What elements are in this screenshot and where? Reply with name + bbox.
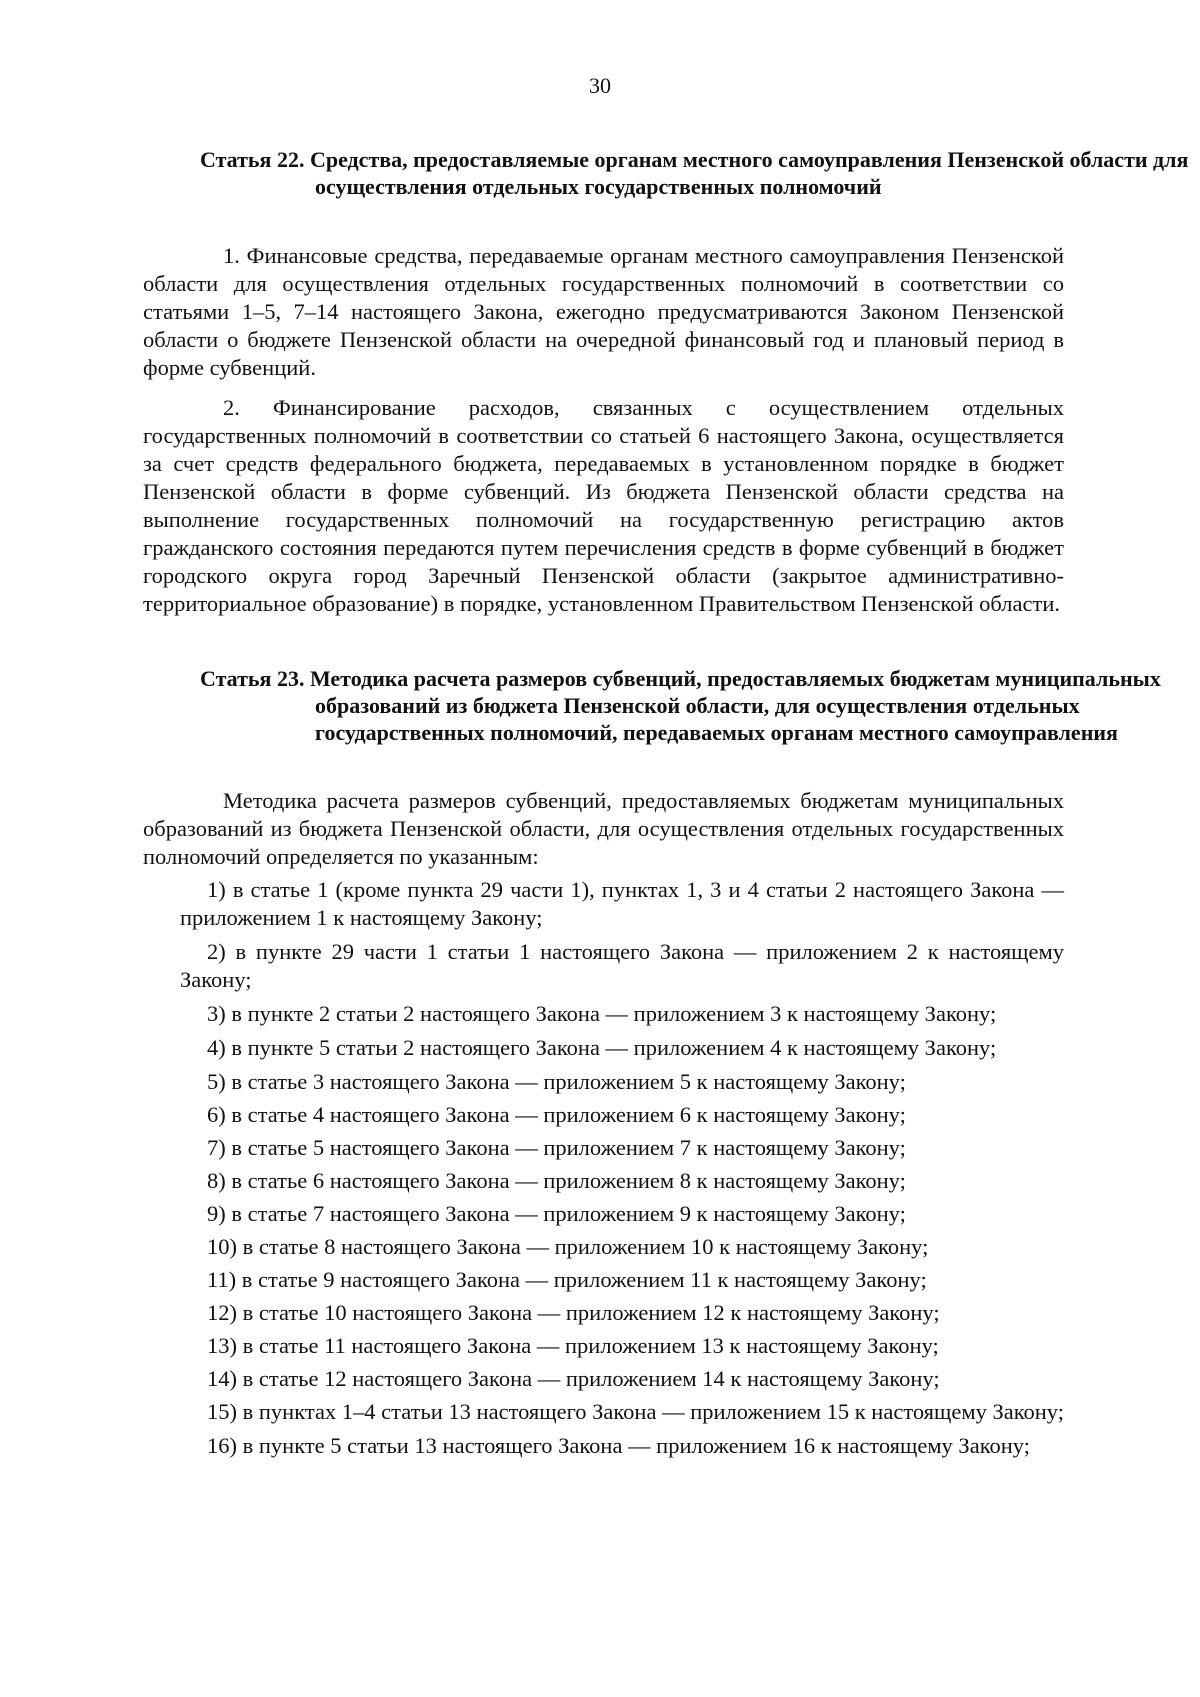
list-item: 14) в статье 12 настоящего Закона — приложением 14 к настоящему Закону; [207,1366,940,1391]
article-23-heading: Статья 23. Методика расчета размеров субвенций, предоставляемых бюджетам муниципальных образований из бюджета Пензенской области, для осуществления отдельных государственных полномочий, передаваемых органам местного самоуправления [200,666,1161,745]
list-item: 10) в статье 8 настоящего Закона — приложением 10 к настоящему Закону; [207,1234,929,1259]
list-item: 1) в статье 1 (кроме пункта 29 части 1), пунктах 1, 3 и 4 статьи 2 настоящего Закона — приложением 1 к настоящему Закону; [180,877,1064,930]
list-item: 11) в статье 9 настоящего Закона — приложением 11 к настоящему Закону; [207,1267,927,1292]
list-item: 15) в пунктах 1–4 статьи 13 настоящего Закона — приложением 15 к настоящему Закону; [207,1399,1064,1424]
list-item: 3) в пункте 2 статьи 2 настоящего Закона — приложением 3 к настоящему Закону; [207,1001,997,1026]
list-item: 9) в статье 7 настоящего Закона — приложением 9 к настоящему Закону; [207,1201,906,1226]
list-item: 8) в статье 6 настоящего Закона — приложением 8 к настоящему Закону; [207,1168,906,1193]
list-item: 16) в пункте 5 статьи 13 настоящего Закона — приложением 16 к настоящему Закону; [207,1433,1030,1458]
list-item: 2) в пункте 29 части 1 статьи 1 настоящего Закона — приложением 2 к настоящему Закону; [180,939,1064,992]
article-23-items-list [180,876,1064,1466]
list-item: 4) в пункте 5 статьи 2 настоящего Закона — приложением 4 к настоящему Закону; [207,1035,997,1060]
article-22-heading: Статья 22. Средства, предоставляемые органам местного самоуправления Пензенской области для осуществления отдельных государственных полномочий [200,147,1189,199]
list-item: 12) в статье 10 настоящего Закона — приложением 12 к настоящему Закону; [207,1300,940,1325]
list-item: 5) в статье 3 настоящего Закона — приложением 5 к настоящему Закону; [207,1069,906,1094]
article-23-intro: Методика расчета размеров субвенций, предоставляемых бюджетам муниципальных образований из бюджета Пензенской области, для осуществления отдельных государственных полномочий определяется по указанным: [143,788,1064,869]
list-item: 7) в статье 5 настоящего Закона — приложением 7 к настоящему Закону; [207,1135,906,1160]
article-22-paragraph-1: 1. Финансовые средства, передаваемые органам местного самоуправления Пензенской области для осуществления отдельных государственных полномочий в соответствии со статьями 1–5, 7–14 настоящего Закона, ежегодно предусматриваются Законом Пензенской области о бюджете Пензенской области на очередной финансовый год и плановый период в форме субвенций. [143,243,1064,380]
page-number: 30 [589,73,611,98]
article-22-paragraph-2: 2. Финансирование расходов, связанных с осуществлением отдельных государственных полномочий в соответствии со статьей 6 настоящего Закона, осуществляется за счет средств федерального бюджета, передаваемых в установленном порядке в бюджет Пензенской области в форме субвенций. Из бюджета Пензенской области средства на выполнение государственных полномочий на государственную регистрацию актов гражданского состояния передаются путем перечисления средств в форме субвенций в бюджет городского округа город Заречный Пензенской области (закрытое административно-территориальное образование) в порядке, установленном Правительством Пензенской области. [143,395,1064,616]
list-item: 13) в статье 11 настоящего Закона — приложением 13 к настоящему Закону; [207,1333,939,1358]
list-item: 6) в статье 4 настоящего Закона — приложением 6 к настоящему Закону; [207,1102,906,1127]
